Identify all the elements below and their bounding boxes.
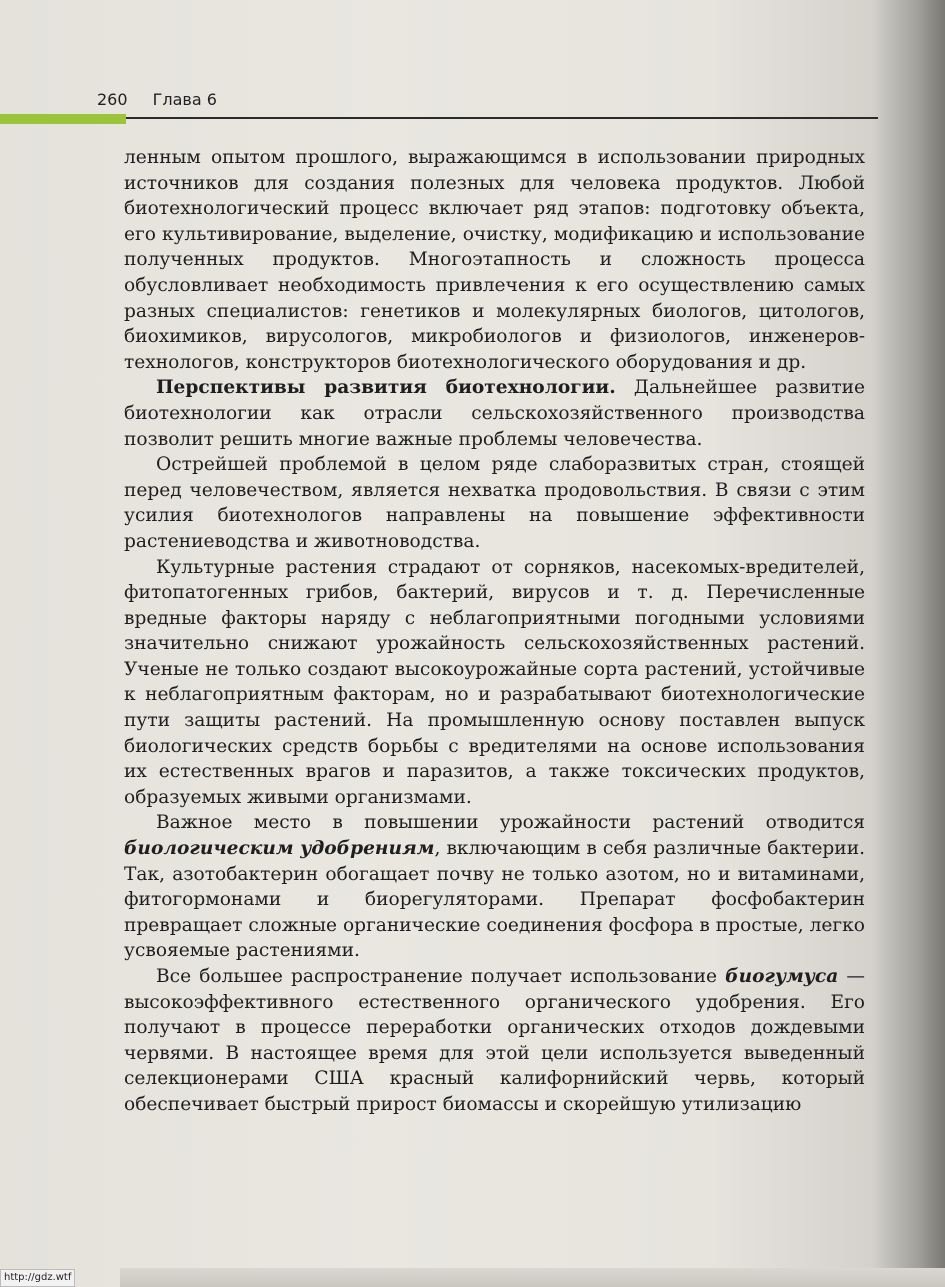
chapter-label: Глава 6 — [152, 90, 217, 109]
section-heading: Перспективы развития биотехнологии. — [156, 377, 616, 399]
header-rule — [126, 117, 878, 119]
paragraph-bio-fertilizers: Важное место в повышении урожайности растений отводится биологическим удобрениям, включающим в себя различные бактерии. Так, азотобактерин обогащает почву не только азотом, но и витаминами, фитогормонами и биорегуляторами. Препарат фосфобактерин превращает сложные органические соединения фосфора в простые, легко усвояемые растениями. — [124, 812, 865, 962]
chapter-color-tab — [0, 114, 126, 124]
paragraph-food-shortage: Острейшей проблемой в целом ряде слаборазвитых стран, стоящей перед человечеством, является нехватка продовольствия. В связи с этим усилия биотехнологов направлены на повышение эффективности растениеводства и животноводства. — [124, 454, 865, 552]
paragraph-perspectives: Перспективы развития биотехнологии. Дальнейшее развитие биотехнологии как отрасли сельскохозяйственного производства позволит решить многие важные проблемы человечества. — [124, 377, 866, 450]
watermark-link[interactable]: http://gdz.wtf — [0, 1269, 75, 1287]
spine-shadow — [875, 0, 945, 1287]
paragraph-biohumus: Все большее распространение получает использование биогумуса — высокоэффективного естественного органического удобрения. Его получают в процессе переработки органических отходов дождевыми червями. В настоящее время для этой цели используется выведенный селекционерами США красный калифорнийский червь, который обеспечивает быстрый прирост биомассы и скорейшую утилизацию — [124, 966, 865, 1115]
paragraph-crop-protection: Культурные растения страдают от сорняков, насекомых-вредителей, фитопатогенных грибов, бактерий, вирусов и т. д. Перечисленные вредные факторы наряду с неблагоприятными погодными условиями значительно снижают урожайность сельскохозяйственных растений. Ученые не только создают высокоурожайные сорта растений, устойчивые к неблагоприятным факторам, но и разрабатывают биотехнологические пути защиты растений. На промышленную основу поставлен выпуск биологических средств борьбы с вредителями на основе использования их естественных врагов и паразитов, а также токсических продуктов, образуемых живыми организмами. — [124, 556, 865, 808]
running-header — [97, 90, 217, 109]
paragraph-continuation: ленным опытом прошлого, выражающимся в использовании природных источников для создания полезных для человека продуктов. Любой биотехнологический процесс включает ряд этапов: подготовку объекта, его культивирование, выделение, очистку, модификацию и использование полученных продуктов. Многоэтапность и сложность процесса обусловливает необходимость привлечения к его осуществлению самых разных специалистов: генетиков и молекулярных биологов, цитологов, биохимиков, вирусологов, микробиологов и физиологов, инженеров-технологов, конструкторов биотехнологического оборудования и др. — [124, 147, 865, 373]
page-number: 260 — [97, 90, 128, 109]
page-bottom-edge — [120, 1268, 945, 1287]
body-text — [124, 145, 865, 1118]
term-bio-fertilizers: биологическим удобрениям — [124, 838, 435, 860]
term-biohumus: биогумуса — [725, 966, 839, 987]
